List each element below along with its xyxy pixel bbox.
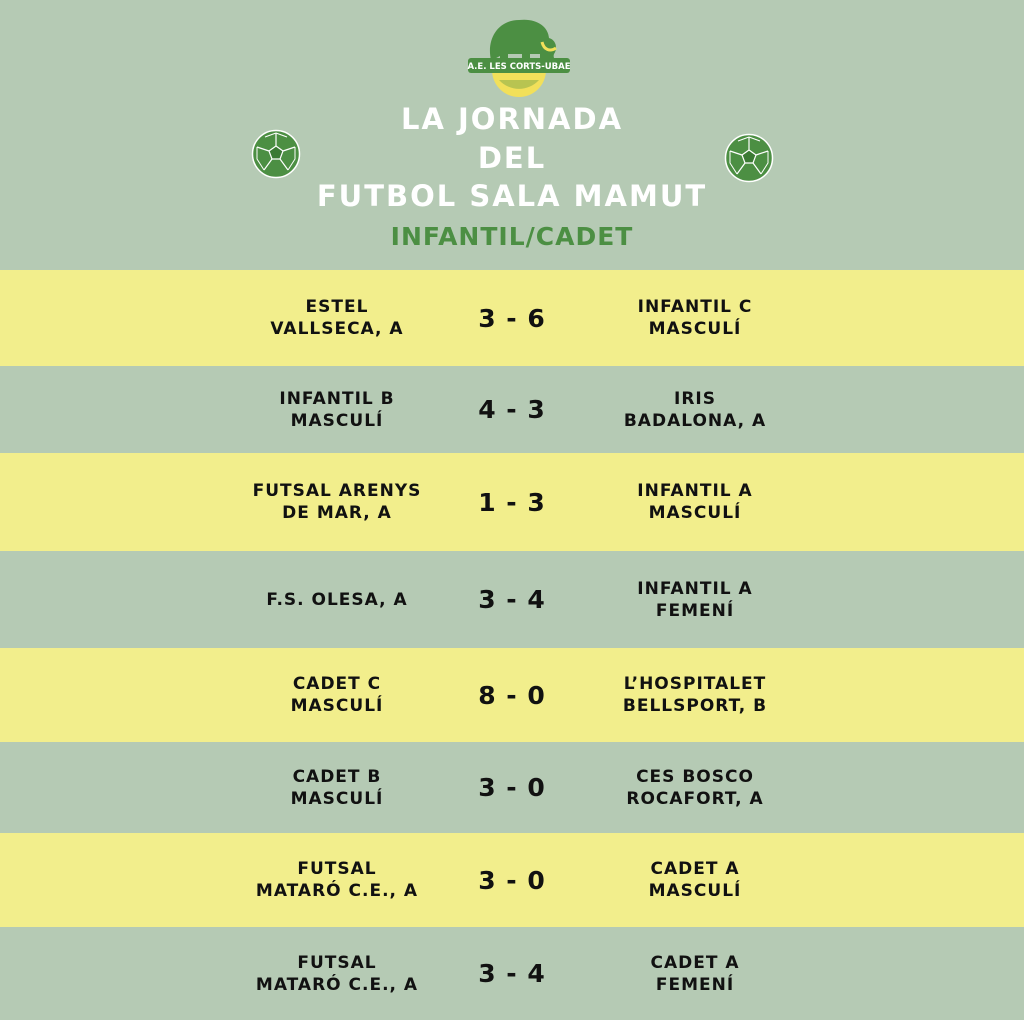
match-row	[0, 551, 1024, 648]
header	[0, 0, 1024, 270]
match-row	[0, 648, 1024, 742]
match-results-list	[0, 270, 1024, 1020]
home-team: FUTSAL MATARÓ C.E., A	[255, 859, 419, 901]
home-team: CADET B MASCULÍ	[290, 766, 384, 809]
match-row	[0, 742, 1024, 833]
title-line-3: FUTBOL SALA MAMUT	[316, 179, 708, 213]
club-name-text: A.E. LES CORTS-UBAE	[467, 62, 571, 72]
home-team: F.S. OLESA, A	[266, 589, 408, 610]
match-row	[0, 833, 1024, 927]
home-team: FUTSAL MATARÓ C.E., A	[255, 952, 419, 995]
home-team: INFANTIL B MASCULÍ	[279, 388, 395, 431]
home-team: ESTEL VALLSECA, A	[270, 297, 404, 339]
match-score: 8 - 0	[478, 680, 546, 710]
match-row	[0, 366, 1024, 453]
away-team: INFANTIL A MASCULÍ	[637, 481, 753, 523]
home-team: FUTSAL ARENYS DE MAR, A	[252, 481, 422, 523]
away-team: IRIS BADALONA, A	[623, 388, 767, 431]
away-team: CADET A MASCULÍ	[648, 859, 742, 901]
category-subtitle: INFANTIL/CADET	[390, 222, 634, 251]
home-team: CADET C MASCULÍ	[290, 674, 384, 716]
match-score: 3 - 6	[478, 303, 546, 333]
title-line-1: LA JORNADA	[400, 102, 624, 136]
match-score: 4 - 3	[478, 395, 546, 424]
match-score: 3 - 4	[478, 585, 546, 614]
away-team: CADET A FEMENÍ	[650, 952, 740, 995]
title-line-2: DEL	[477, 141, 547, 175]
match-score: 1 - 3	[478, 487, 546, 517]
match-score: 3 - 4	[478, 959, 546, 988]
match-score: 3 - 0	[478, 773, 546, 802]
match-score: 3 - 0	[478, 865, 546, 895]
away-team: INFANTIL A FEMENÍ	[637, 578, 753, 621]
away-team: INFANTIL C MASCULÍ	[637, 297, 753, 339]
match-row	[0, 453, 1024, 551]
match-row	[0, 270, 1024, 366]
match-row	[0, 927, 1024, 1020]
club-logo	[464, 8, 574, 98]
away-team: CES BOSCO ROCAFORT, A	[626, 766, 764, 809]
away-team: L’HOSPITALET BELLSPORT, B	[622, 674, 768, 716]
